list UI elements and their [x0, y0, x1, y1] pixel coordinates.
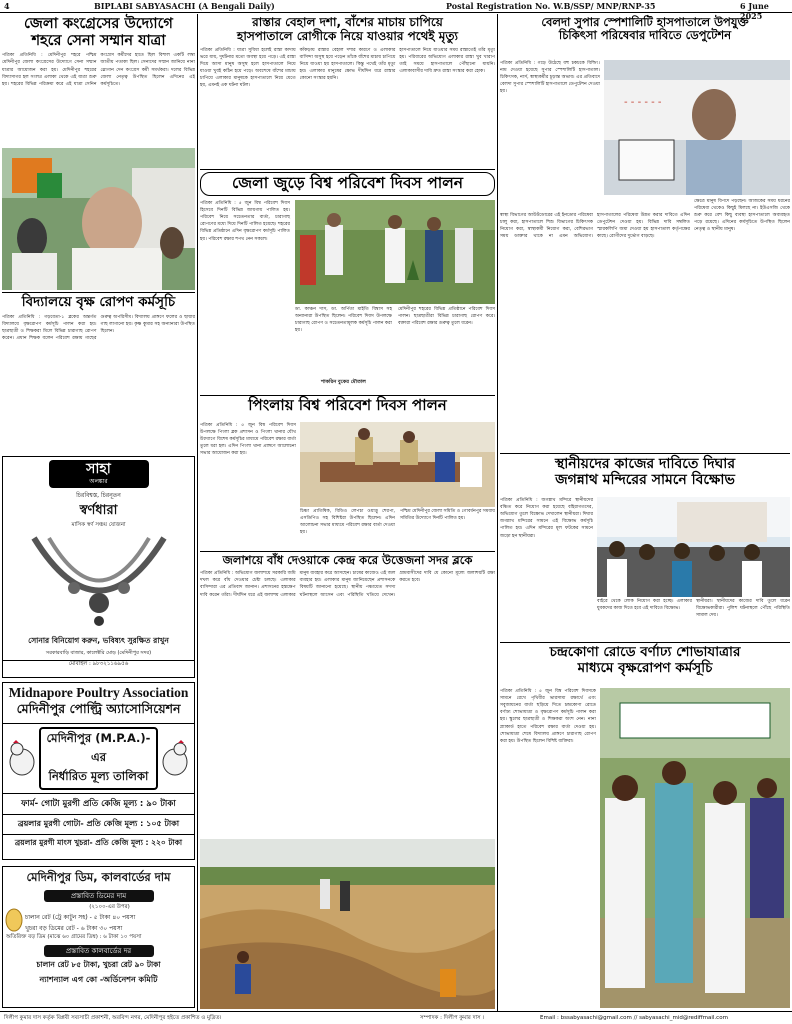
jewellery-logo: সাহা অলঙ্কার — [49, 460, 149, 488]
article-body: স্বাস্থ্য বিভাগের আউটডোরের এই ইনডোর পরিষেবা চালু করা, হাসপাতালে শিশু বিভাগের চিকিৎসক নিয়োগ করা, স্বাস্থ্যকর্মী নিয়োগ করা, বেশিরভাগ সময় ডাক্তার থাকে না এমন অভিযোগ। হাসপাতালের পরিষেবা উন্নত করার দাবিতে এদিন ডেপুটেশন দেওয়া হয়। বিভিন্ন দাবি সম্বলিত স্মারকলিপি জমা দেওয়া হয় হাসপাতাল কর্তৃপক্ষের কাছে। রোগীদের দুর্ভোগ বাড়ছে। — [500, 213, 690, 240]
headline: হাসপাতালে রোগীকে নিয়ে যাওয়ার পথেই মৃত্যু — [237, 28, 458, 43]
article-body: পত্রিকা প্রতিনিধি : যাত্রা সুবিধা হলেই রাস্তা কাদায় ভরে যায়, দুর্ঘটনার মতো অবস্থা হয়ে পড়ে। এই রাস্তা দিয়ে আসা মানুষ অসুস্থ হলে হাসপাতালে নিয়ে যাওয়া খুবই কঠিন হয়ে পড়ে। অবশেষে বাঁশের মাচায় চাপিয়ে এলাকার মানুষকে হাসপাতালে নিয়ে যেতে হয়, এমনই এক ঘটনা ঘটল। — [200, 47, 296, 89]
article-body: পত্রিকা প্রতিনিধি : গড়ে উঠেছে বহু চকচকে বিল্ডিং। নাম দেওয়া হয়েছে সুপার স্পেশালিটি হাসপাতাল। চিকিৎসক, নার্স, স্বাস্থ্যকর্মীর চূড়ান্ত অভাব। এর প্রতিবাদে বেলদা সুপার স্পেশালিটি হাসপাতালে ডেপুটেশন দেওয়া হয়। — [500, 61, 600, 95]
reservoir-photo — [200, 839, 495, 1009]
headline: শহরে সেনা সম্মান যাত্রা — [31, 32, 166, 49]
egg-section-label: প্রস্তাবিত ডিমের দাম — [44, 890, 154, 902]
congress-rally-photo — [2, 148, 195, 290]
article-digha-headline — [500, 456, 790, 496]
deputation-photo — [604, 60, 790, 195]
address: সরকারবাড়ি বাজার, কালেক্টরি মোড় (মেদিনীপুর সদর) — [45, 650, 152, 656]
egg-section-label: প্রস্তাবিত কালবার্ডের দর — [44, 945, 154, 957]
chandrakona-procession-photo — [600, 688, 790, 1008]
headline: চন্দ্রকোণা রোডে বর্ণাঢ্য শোভাযাত্রার — [549, 644, 741, 660]
scheme-name: স্বর্ণধারা — [79, 503, 118, 518]
chicken-icon — [158, 740, 192, 778]
poultry-subtitle: মেদিনীপুর (M.P.A.)-এর — [46, 731, 151, 764]
egg-icon — [3, 904, 25, 934]
page-footer — [0, 1011, 792, 1024]
egg-row: চালান রেট (ট্রে কাটুন সহ) - ৫ টাকা ৪০ পয়সা — [25, 914, 136, 921]
scheme-subtitle: মাসিক স্বর্ণ সঞ্চয় যোজনা — [71, 522, 126, 528]
egg-row: অতিরিক্ত বড় ডিম (মাঝে ৬০ গ্রামের ডিম্ব) : ৬ টাকা ১০ পয়সা — [6, 934, 142, 940]
article-bamboo-stretcher — [200, 16, 495, 168]
article-body: পত্রিকা প্রতিনিধি : মেদিনীপুর শহরে পশ্চিম মেদিনীপুর জেলা কংগ্রেসের উদ্যোগে সেনা সম্মান যাত্রার আয়োজন করা হয়। মেদিনীপুর শহরের বিদ্যাসাগর হল সংলগ্ন এলাকা থেকে এই যাত্রা শুরু হয়। শহরের বিভিন্ন পরিক্রমা করে এই যাত্রা সেনিন কংগ্রেস কর্মীদের হাতে ছিল বিশাল একটি লম্বা জাতীয় পতাকা ছিল। সেনাদের সম্মান জানিয়ে নানা স্লোগান দেন কংগ্রেস কর্মী সমর্থকরা। দলের বিভিন্ন জেলা নেতৃত্ব উপস্থিত ছিলেন এদিনের এই কর্মসূচিতে। — [2, 53, 195, 87]
photo-caption: চিঞ্চা প্রাতিষিক, বিডিও লেপচা ওয়াড়ু শেরপা, এসডিপিও সহ বিশিষ্টরা উপস্থিত ছিলেন। এদিন আলোচনা সভার মাধ্যমে পরিবেশ রক্ষার বার্তা দেওয়া হয়। — [300, 509, 395, 535]
footer-publisher: দিলীপ কুমার দাস কর্তৃক বিপ্লবী সব্যসাচী প্রকাশনী, অরবিন্দ নগর, মেদিনীপুর হইতে প্রকাশিত ও মুদ্রিত। — [4, 1015, 222, 1021]
article-pingla — [200, 397, 495, 549]
headline: স্থানীয়দের কাজের দাবিতে দিঘার — [554, 456, 736, 472]
headline: মাধ্যমে বৃক্ষরোপণ কর্মসূচি — [577, 659, 713, 676]
article-body: পত্রিকা প্রতিনিধি : জগন্নাথ মন্দিরে স্থানীয়দের বঞ্চিত করে নিয়োগ করা হয়েছে বহিরাগতদের, অভিযোগ তুলে বিক্ষোভ দেখালেন স্থানীয়রা। দিঘার জগন্নাথ মন্দিরের সামনে এই বিক্ষোভ কর্মসূচি পালিত হয়। এদিন মন্দিরের মূল ফটকের সামনে জড়ো হন স্থানীয়রা। — [500, 498, 593, 539]
article-environment-day — [200, 172, 495, 394]
egg-title: মেদিনীপুর ডিম, কালবার্ডের দাম — [26, 870, 171, 884]
headline: চিকিৎসা পরিষেবার দাবিতে ডেপুটেশন — [558, 28, 732, 43]
article-body: পত্রিকা প্রতিনিধি : ৫ জুন বিশ্ব পরিবেশ দিবস উপলক্ষে পিংলা ব্লক প্রশাসন ও পিংলা থানার যৌথ উদ্যোগে বিশেষ কর্মসূচির মাধ্যমে পরিবেশ রক্ষার বার্তা তুলে ধরা হল। এদিন পিংলা থানা প্রাঙ্গণে আলোচনা সভার আয়োজন করা হয়। — [200, 423, 296, 457]
photo-caption: ডা. কাঞ্চন দাস, ডা. অর্পিতা মাইতি বিশ্বাস সহ অন্যান্যরা উপস্থিত ছিলেন। পরিবেশ দিবস উপলক্ষে চারাগাছ রোপণ ও সচেতনতামূলক কর্মসূচি পালন করা হয়। — [295, 307, 392, 333]
article-reservoir — [200, 554, 495, 1010]
necklace-image — [14, 533, 184, 633]
price-row: ব্রয়লার মুরগী গোটা- প্রতি কেজি মূল্য : ১০৫ টাকা — [3, 814, 194, 834]
article-body: কাঁকড়ায় রাস্তার বেহাল দশার কারণে ও এলাকার বাসিন্দা অসুস্থ হয়ে পড়েন তাঁকে বাঁশের মাচায় চাপিয়ে নিয়ে যাওয়া হয় হাসপাতালে। কিন্তু পথেই তাঁর মৃত্যু হয়। এলাকার মানুষের ক্ষোভ দীর্ঘদিন ধরে রাস্তার কোনো সংস্কার হয়নি। — [299, 47, 396, 82]
article-body: পত্রিকা প্রতিনিধি : অভিযোগ জলাশয়ে সরকারি জমি দখল করে বাঁধ দেওয়ার চেষ্টা চলছে। এলাকার বাসিন্দারা এর প্রতিবাদ জানান। প্রশাসনের হস্তক্ষেপ দাবি করেন তাঁরা। দীর্ঘদিন ধরে এই জলাশয় এলাকার মানুষ ব্যবহার করে আসছেন। চাষের কাজেও এই জল ব্যবহার হয়। এলাকার মানুষ জানিয়েছেন প্রশাসনকে বিষয়টি জানানো হয়েছে। স্থানীয় পঞ্চায়েত সদস্য ঘটনাস্থলে আসেন এবং পরিস্থিতি খতিয়ে দেখেন। গ্রামবাসীদের দাবি যে কোনো মূল্যে জলাশয়টি রক্ষা করতে হবে। — [200, 571, 495, 598]
egg-row: (২১০০-এর উপর) — [89, 904, 130, 910]
photo-caption: পশ্চিম মেদিনীপুর জেলা সমিতি ও গোবর্ধনপুর সমবায় সমিতির উদ্যোগে দিনটি পালিত হয়। — [400, 509, 495, 521]
headline: জেলা জুড়ে বিশ্ব পরিবেশ দিবস পালন — [200, 172, 495, 196]
issue-date: 6 June 2025 — [740, 1, 769, 21]
headline: বেলদা সুপার স্পেশালিটি হাসপাতালে উপযুক্ত — [541, 15, 749, 29]
headline: জলাশয়ে বাঁধ দেওয়াকে কেন্দ্র করে উত্তেজনা সদর ব্লকে — [222, 553, 473, 567]
paper-name: BIPLABI SABYASACHI (A Bengali Daily) — [94, 1, 275, 11]
article-chandrakona-headline — [500, 645, 790, 687]
article-congress — [2, 16, 195, 144]
environment-day-photo — [295, 200, 495, 304]
egg-price-ad — [2, 866, 195, 1008]
svg-text:- - - - - -: - - - - - - — [624, 97, 662, 108]
article-body: ক্ষেত্রে মানুষ বিপদে পড়ছেন। আজকের সময় ধরনের পরিষেবা থেকেও কিছুই মিলছে না। ইউএসজি থেকে শুরু করে বেশ কিছু ব্যবস্থা হাসপাতালে অব্যবহৃত পড়ে রয়েছে। এদিনের কর্মসূচিতে উপস্থিত ছিলেন নেতৃত্ব ও স্থানীয় মানুষ। — [694, 199, 790, 233]
article-super-specialty-headline — [500, 16, 790, 62]
poultry-title-bn: মেদিনীপুর পোল্ট্রি অ্যাসোসিয়েশন — [3, 701, 194, 724]
headline: জেলা কংগ্রেসের উদ্যোগে — [24, 16, 173, 32]
digha-protest-photo — [597, 497, 790, 597]
egg-row: চালান রেট ৮৫ টাকা, খুচরা রেট ৯০ টাকা — [36, 960, 161, 969]
headline: পিংলায় বিশ্ব পরিবেশ দিবস পালন — [248, 396, 447, 414]
poultry-title-en: Midnapore Poultry Association — [8, 685, 189, 700]
article-body: হাসপাতালে নিয়ে যাওয়ার সময় রাস্তাতেই তাঁর মৃত্যু হয়। পরিবারের অভিযোগ এলাকার রাস্তা খুব খারাপ তাই সময়ে হাসপাতালে পৌঁছানো যায়নি। এলাকাবাসীর দাবি দ্রুত রাস্তা সংস্কার করা হোক। — [399, 47, 496, 74]
tagline: চিরবিশ্বস্ত, চিরনূতন — [76, 492, 121, 499]
egg-row: খুচরা বড় ডিমের রেট - ৬ টাকা ৩০ পয়সা — [25, 925, 123, 932]
phone: মোবাইল : ৯৮৩২১১৬৯৫৬ — [3, 660, 194, 669]
page-number: 4 — [4, 1, 10, 11]
article-school-tree — [2, 295, 195, 453]
poultry-subtitle: নির্ধারিত মূল্য তালিকা — [48, 769, 149, 783]
article-body: পত্রিকা প্রতিনিধি : ৫ জুন বিশ্ব পরিবেশ দিবসকে সামনে রেখে পৃথিবীর ভারসাম্য রক্ষার্থে এবং সবুজায়নের বার্তা ছড়িয়ে দিতে চন্দ্রকোণা রোডে বর্ণাঢ্য শোভাযাত্রা ও বৃক্ষরোপণ কর্মসূচি পালন করা হয়। স্কুলের ছাত্রছাত্রী ও শিক্ষকরা অংশ নেন। নানা প্ল্যাকার্ড হাতে পরিবেশ রক্ষার বার্তা দেওয়া হয়। শোভাযাত্রা শেষে বিদ্যালয় প্রাঙ্গণে চারাগাছ রোপণ করা হয়। উপস্থিত ছিলেন বিশিষ্ট ব্যক্তিরা। — [500, 689, 596, 744]
photo-caption: বাইরে থেকে লোক নিয়োগ করা হচ্ছে। এলাকার যুবকদের কাজ দিতে হবে এই দাবিতে বিক্ষোভ। — [597, 599, 692, 611]
pingla-meeting-photo — [300, 422, 495, 507]
article-body: পত্রিকা প্রতিনিধি : গড়বেতা-১ ব্লকের অন্তর্গত বিদ্যালয়ে বৃক্ষরোপণ কর্মসূচি পালন করা হয়। ছাত্রছাত্রী ও শিক্ষকরা মিলে বিভিন্ন চারাগাছ রোপণ করেন। প্রধান শিক্ষক বলেন পরিবেশ রক্ষায় গাছের গুরুত্ব অপরিসীম। বিদ্যালয় প্রাঙ্গণে ফলের ও ছায়ার গাছ লাগানো হয়। কৃষ্ণ কুমার সহ অন্যান্যরা উপস্থিত ছিলেন। — [2, 314, 195, 341]
slogan: সোনার বিনিয়োগ করুন, ভবিষ্যৎ সুরক্ষিত রাখুন — [28, 636, 169, 645]
page-header — [0, 0, 792, 21]
registration-number: Postal Registration No. W.B/SSP/ MNP/RNP-35 — [446, 1, 656, 11]
headline: বিদ্যালয়ে বৃক্ষ রোপণ কর্মসূচি — [21, 294, 176, 310]
headline: রাস্তার বেহাল দশা, বাঁশের মাচায় চাপিয়ে — [252, 15, 443, 29]
jewellery-ad — [2, 456, 195, 678]
price-row: ফার্ম- গোটা মুরগী প্রতি কেজি মূল্য : ৯০ টাকা — [3, 793, 194, 814]
poultry-ad — [2, 682, 195, 860]
byline: শাকরিন বুকের মৌতাল — [321, 379, 366, 385]
headline: জগন্নাথ মন্দিরের সামনে বিক্ষোভ — [555, 472, 735, 489]
footer-editor: সম্পাদক : দিলীপ কুমার দাস । — [420, 1015, 485, 1021]
price-row: ব্রয়লার মুরগী মাংস খুচরা- প্রতি কেজি মূল্য : ২২০ টাকা — [3, 834, 194, 853]
footer-email: Email : bssabyasachi@gmail.com // sabyasachi_mid@rediffmail.com — [540, 1015, 728, 1021]
photo-caption: স্থানীয়রা। স্থানীয়দের কাজের দাবি তুলে ধরেন বিক্ষোভকারীরা। পুলিশ ঘটনাস্থলে পৌঁছে পরিস্থিতি সামাল দেয়। — [696, 599, 790, 618]
egg-row: ন্যাশন্যাল এগ কো -অর্ডিনেশন কমিটি — [39, 975, 158, 984]
article-body: পত্রিকা প্রতিনিধি : ৫ জুন বিশ্ব পরিবেশ দিবস হিসেবে দিনটি বিভিন্ন জায়গায় পালিত হয়। পরিবেশ নিয়ে সচেতনতার বার্তা, চারাগাছ রোপণের মধ্যে দিয়ে দিনটি পালিত হয়েছে। শহরের বিভিন্ন প্রতিষ্ঠানে এদিন বৃক্ষরোপণ কর্মসূচি পালিত হয়। পরিবেশ রক্ষার শপথ নেন সকলে। — [200, 201, 290, 242]
chicken-icon — [5, 740, 39, 778]
photo-caption: মেদিনীপুর শহরের বিভিন্ন প্রতিষ্ঠানে পরিবেশ দিবস পালন। ছাত্রছাত্রীরা বিভিন্ন চারাগাছ রোপণ করে। বক্তারা পরিবেশ রক্ষার গুরুত্ব তুলে ধরেন। — [398, 307, 495, 326]
